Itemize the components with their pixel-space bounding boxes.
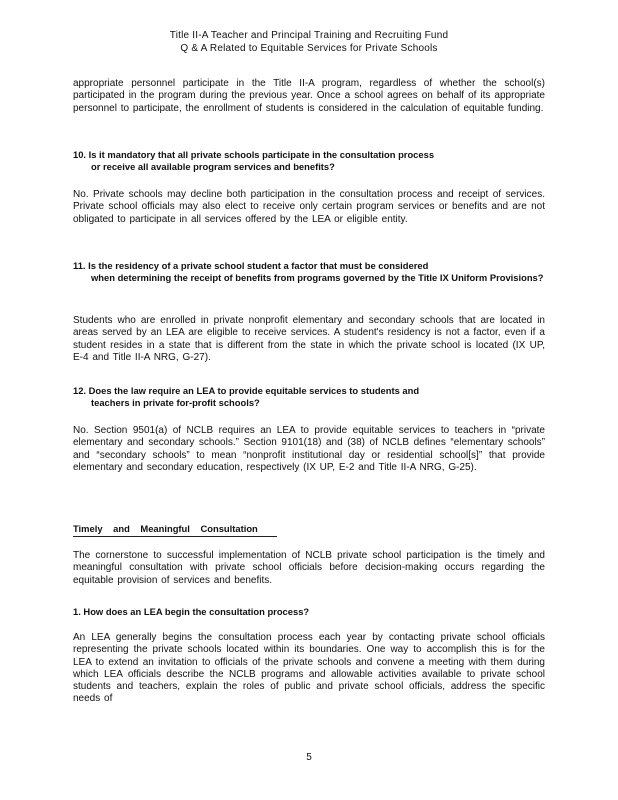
paragraph-text: appropriate personnel participate in the Title II-A program, regardless of whether the school(s) participated in the program during the previous year. Once a school agrees on behalf of its appropriate personnel to participate, the enrollment of students is considered in the calculation of equitable funding. <box>73 78 545 114</box>
answer-text: No. Private schools may decline both participation in the consultation process and receipt of services. Private school officials may also elect to receive only certain program services or benefits and are not obligated to participate in all services offered by the LEA or eligible entity. <box>73 189 545 225</box>
answer-1 <box>73 632 545 706</box>
paragraph-text: The cornerstone to successful implementation of NCLB private school participation is the timely and meaningful consultation with private school officials before decision-making occurs regarding the equitable provision of services and benefits. <box>73 550 545 586</box>
question-text-cont: or receive all available program services and benefits? <box>91 161 335 173</box>
question-12 <box>73 385 545 410</box>
question-text-cont: teachers in private for-profit schools? <box>91 397 260 409</box>
question-text: 10. Is it mandatory that all private schools participate in the consultation process <box>73 149 435 160</box>
running-header-title: Title II-A Teacher and Principal Training and Recruiting Fund <box>169 30 449 41</box>
answer-11 <box>73 315 545 364</box>
answer-10 <box>73 189 545 226</box>
question-10 <box>73 149 545 174</box>
section-heading-underline <box>73 536 277 537</box>
question-text-cont: when determining the receipt of benefits from programs governed by the Title IX Uniform Provisions? <box>91 272 544 284</box>
answer-text: No. Section 9501(a) of NCLB requires an LEA to provide equitable services to teachers in “private elementary and secondary schools.” Section 9101(18) and (38) of NCLB defines “elementary schools” and “secondary schools” to mean “nonprofit institutional day or residential school[s]” that provide elementary and secondary education, respectively (IX UP, E-2 and Title II-A NRG, G-25). <box>73 425 545 473</box>
paragraph-continued <box>73 78 545 115</box>
question-text: 1. How does an LEA begin the consultation process? <box>73 606 310 617</box>
section-heading: Timely and Meaningful Consultation <box>73 523 258 534</box>
question-1 <box>73 606 545 618</box>
answer-text: Students who are enrolled in private nonprofit elementary and secondary schools that are located in areas served by an LEA are eligible to receive services. A student's residency is not a factor, even if a student resides in a state that is different from the state in which the private school is located (IX UP, E-4 and Title II-A NRG, G-27). <box>73 315 545 363</box>
question-text: 11. Is the residency of a private school student a factor that must be considered <box>73 260 429 271</box>
running-header-subtitle: Q & A Related to Equitable Services for Private Schools <box>180 43 438 54</box>
question-text: 12. Does the law require an LEA to provide equitable services to students and <box>73 385 420 396</box>
section-intro <box>73 550 545 587</box>
answer-text: An LEA generally begins the consultation process each year by contacting private school officials representing the private schools located within its boundaries. One way to accomplish this is for the LEA to extend an invitation to officials of the private schools and convene a meeting with them during which LEA officials describe the NCLB programs and allowable activities available to private school students and teachers, explain the roles of public and private school officials, address the specific needs of <box>73 632 545 705</box>
question-11 <box>73 260 545 285</box>
page-number: 5 <box>306 752 312 763</box>
answer-12 <box>73 425 545 474</box>
